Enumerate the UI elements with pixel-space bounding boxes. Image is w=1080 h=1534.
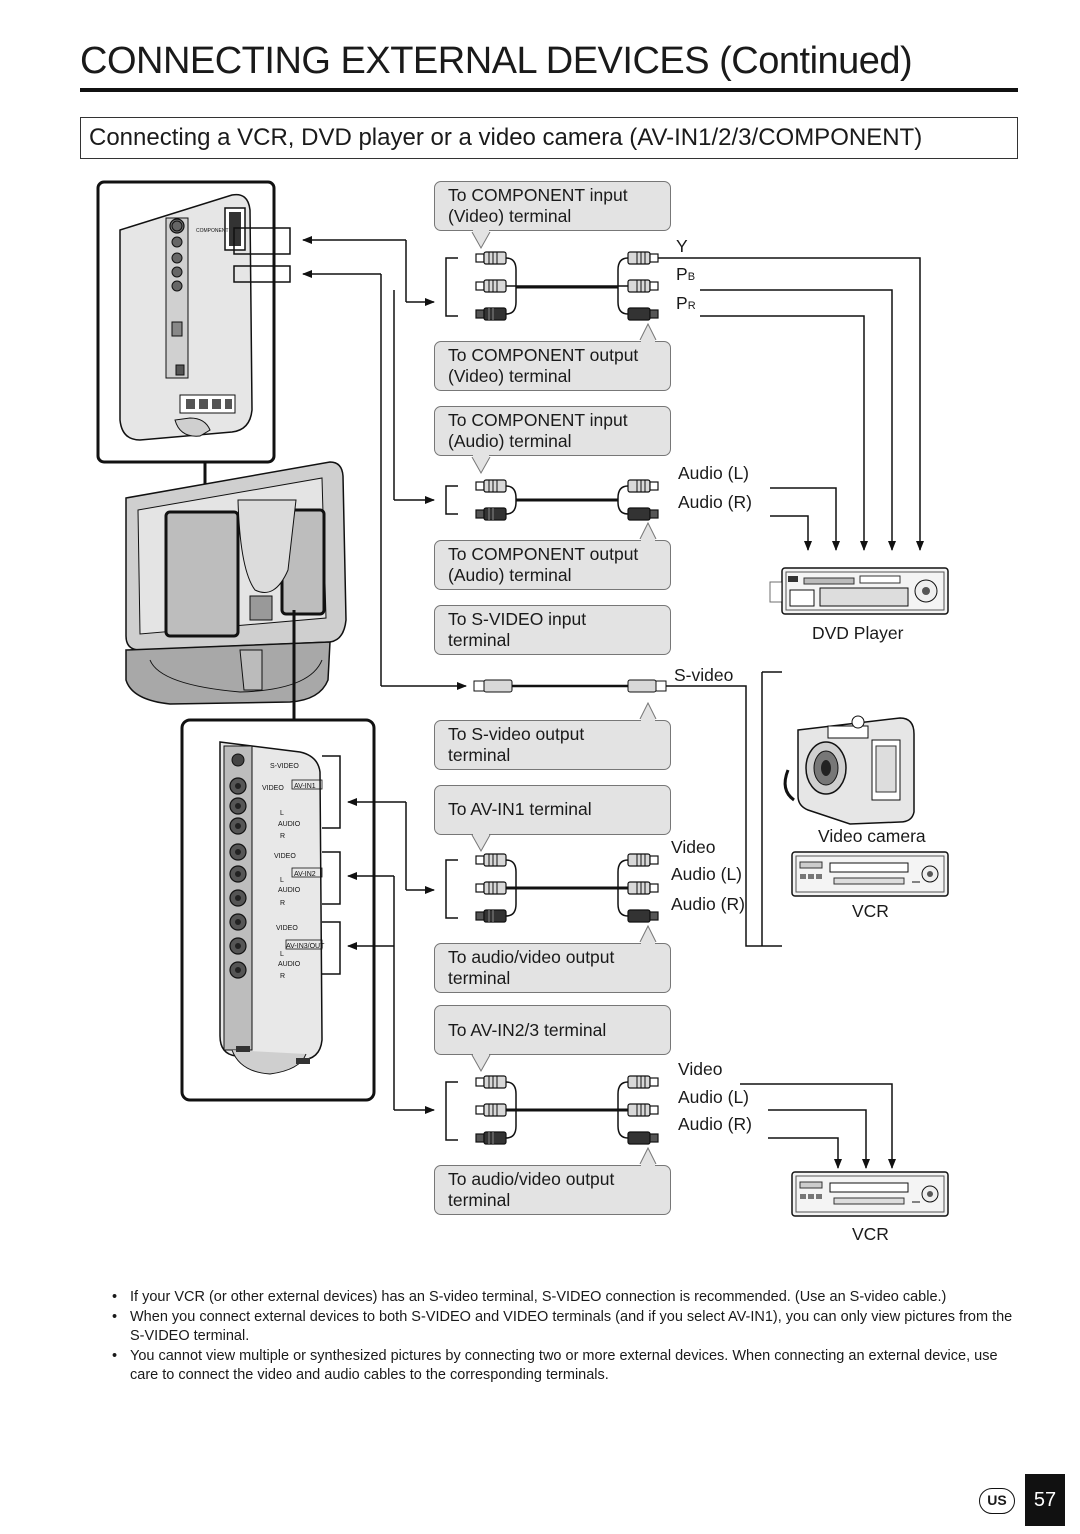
- bubble-av-output-1: [434, 943, 671, 993]
- label-dvd-player: DVD Player: [812, 623, 904, 643]
- note-item: • When you connect external devices to both S-VIDEO and VIDEO terminals (and if you select AV-IN1), you can only view pictures from the S-VIDEO terminal.: [110, 1308, 1015, 1347]
- bubble-line: To S-VIDEO input: [448, 609, 587, 629]
- label-pr-sub: R: [687, 300, 696, 312]
- bubble-line: terminal: [448, 630, 511, 650]
- bubble-line: To AV-IN2/3 terminal: [448, 1020, 607, 1040]
- av-in1-panel-label: AV-IN1: [294, 783, 316, 790]
- notes-list: [110, 1288, 1015, 1386]
- bubble-line: To AV-IN1 terminal: [448, 799, 592, 819]
- bubble-av-output-2: [434, 1165, 671, 1215]
- section-heading: Connecting a VCR, DVD player or a video camera (AV-IN1/2/3/COMPONENT): [89, 124, 923, 151]
- l-panel-label-1: L: [280, 810, 284, 817]
- label-audio-l-av23: Audio (L): [678, 1087, 750, 1107]
- label-video-av1: Video: [671, 837, 716, 857]
- page-number: 57: [1025, 1474, 1065, 1526]
- vcr-2-illustration: [792, 1172, 948, 1216]
- label-audio-l-component: Audio (L): [678, 463, 750, 483]
- bubble-line: To COMPONENT input: [448, 185, 628, 205]
- bubble-line: (Audio) terminal: [448, 431, 572, 451]
- r-panel-label-2: R: [280, 900, 286, 907]
- l-panel-label-3: L: [280, 951, 284, 958]
- bubble-component-input-video: [434, 181, 671, 231]
- label-vcr-2: VCR: [852, 1224, 889, 1244]
- video-panel-label-2: VIDEO: [274, 853, 296, 860]
- page-title: CONNECTING EXTERNAL DEVICES (Continued): [80, 40, 913, 82]
- bubble-line: To S-video output: [448, 724, 585, 744]
- bubble-line: To COMPONENT output: [448, 345, 639, 365]
- label-svideo: S-video: [674, 665, 734, 685]
- av-in2-panel-label: AV-IN2: [294, 871, 316, 878]
- label-pr-main: P: [676, 293, 688, 313]
- bubble-line: To COMPONENT output: [448, 544, 639, 564]
- bubble-svideo-output: [434, 720, 671, 770]
- component-panel-label: COMPONENT: [196, 228, 229, 234]
- video-camera-illustration: [785, 716, 914, 824]
- vcr-1-illustration: [792, 852, 948, 896]
- bubble-av-in1: [434, 785, 671, 835]
- label-y: Y: [676, 236, 688, 256]
- av-in3-panel-label: AV-IN3/OUT: [286, 943, 325, 950]
- svideo-panel-label: S-VIDEO: [270, 763, 299, 770]
- label-vcr-1: VCR: [852, 901, 889, 921]
- bubble-line: To COMPONENT input: [448, 410, 628, 430]
- label-video-av23: Video: [678, 1059, 723, 1079]
- bubble-svideo-input: [434, 605, 671, 655]
- label-video-camera: Video camera: [818, 826, 926, 846]
- label-audio-r-component: Audio (R): [678, 492, 752, 512]
- bubble-line: terminal: [448, 745, 511, 765]
- bubble-component-output-video: [434, 341, 671, 391]
- bubble-line: (Audio) terminal: [448, 565, 572, 585]
- label-pr: [676, 293, 696, 314]
- r-panel-label-3: R: [280, 973, 286, 980]
- label-pb-sub: B: [687, 271, 696, 283]
- r-panel-label-1: R: [280, 833, 286, 840]
- label-pb: [676, 264, 695, 285]
- note-item: • If your VCR (or other external devices) has an S-video terminal, S-VIDEO connection is recommended. (Use an S-video cable.): [110, 1288, 1015, 1308]
- audio-panel-label-1: AUDIO: [278, 821, 301, 828]
- label-pb-main: P: [676, 264, 688, 284]
- bubble-line: (Video) terminal: [448, 366, 572, 386]
- label-audio-l-av1: Audio (L): [671, 864, 743, 884]
- region-badge: US: [979, 1488, 1015, 1514]
- dvd-player-illustration: [770, 568, 948, 614]
- label-audio-r-av23: Audio (R): [678, 1114, 752, 1134]
- bubble-component-input-audio: [434, 406, 671, 456]
- bubble-av-in23: [434, 1005, 671, 1055]
- video-panel-label-1: VIDEO: [262, 785, 284, 792]
- l-panel-label-2: L: [280, 877, 284, 884]
- note-item: • You cannot view multiple or synthesized pictures by connecting two or more external devices. When connecting an external device, use care to connect the video and audio cables to the corresponding terminals.: [110, 1347, 1015, 1386]
- video-panel-label-3: VIDEO: [276, 925, 298, 932]
- bubble-line: terminal: [448, 968, 511, 988]
- bubble-line: (Video) terminal: [448, 206, 572, 226]
- audio-panel-label-2: AUDIO: [278, 887, 301, 894]
- bubble-line: To audio/video output: [448, 1169, 615, 1189]
- bubble-line: To audio/video output: [448, 947, 615, 967]
- bubble-line: terminal: [448, 1190, 511, 1210]
- audio-panel-label-3: AUDIO: [278, 961, 301, 968]
- label-audio-r-av1: Audio (R): [671, 894, 745, 914]
- bubble-component-output-audio: [434, 540, 671, 590]
